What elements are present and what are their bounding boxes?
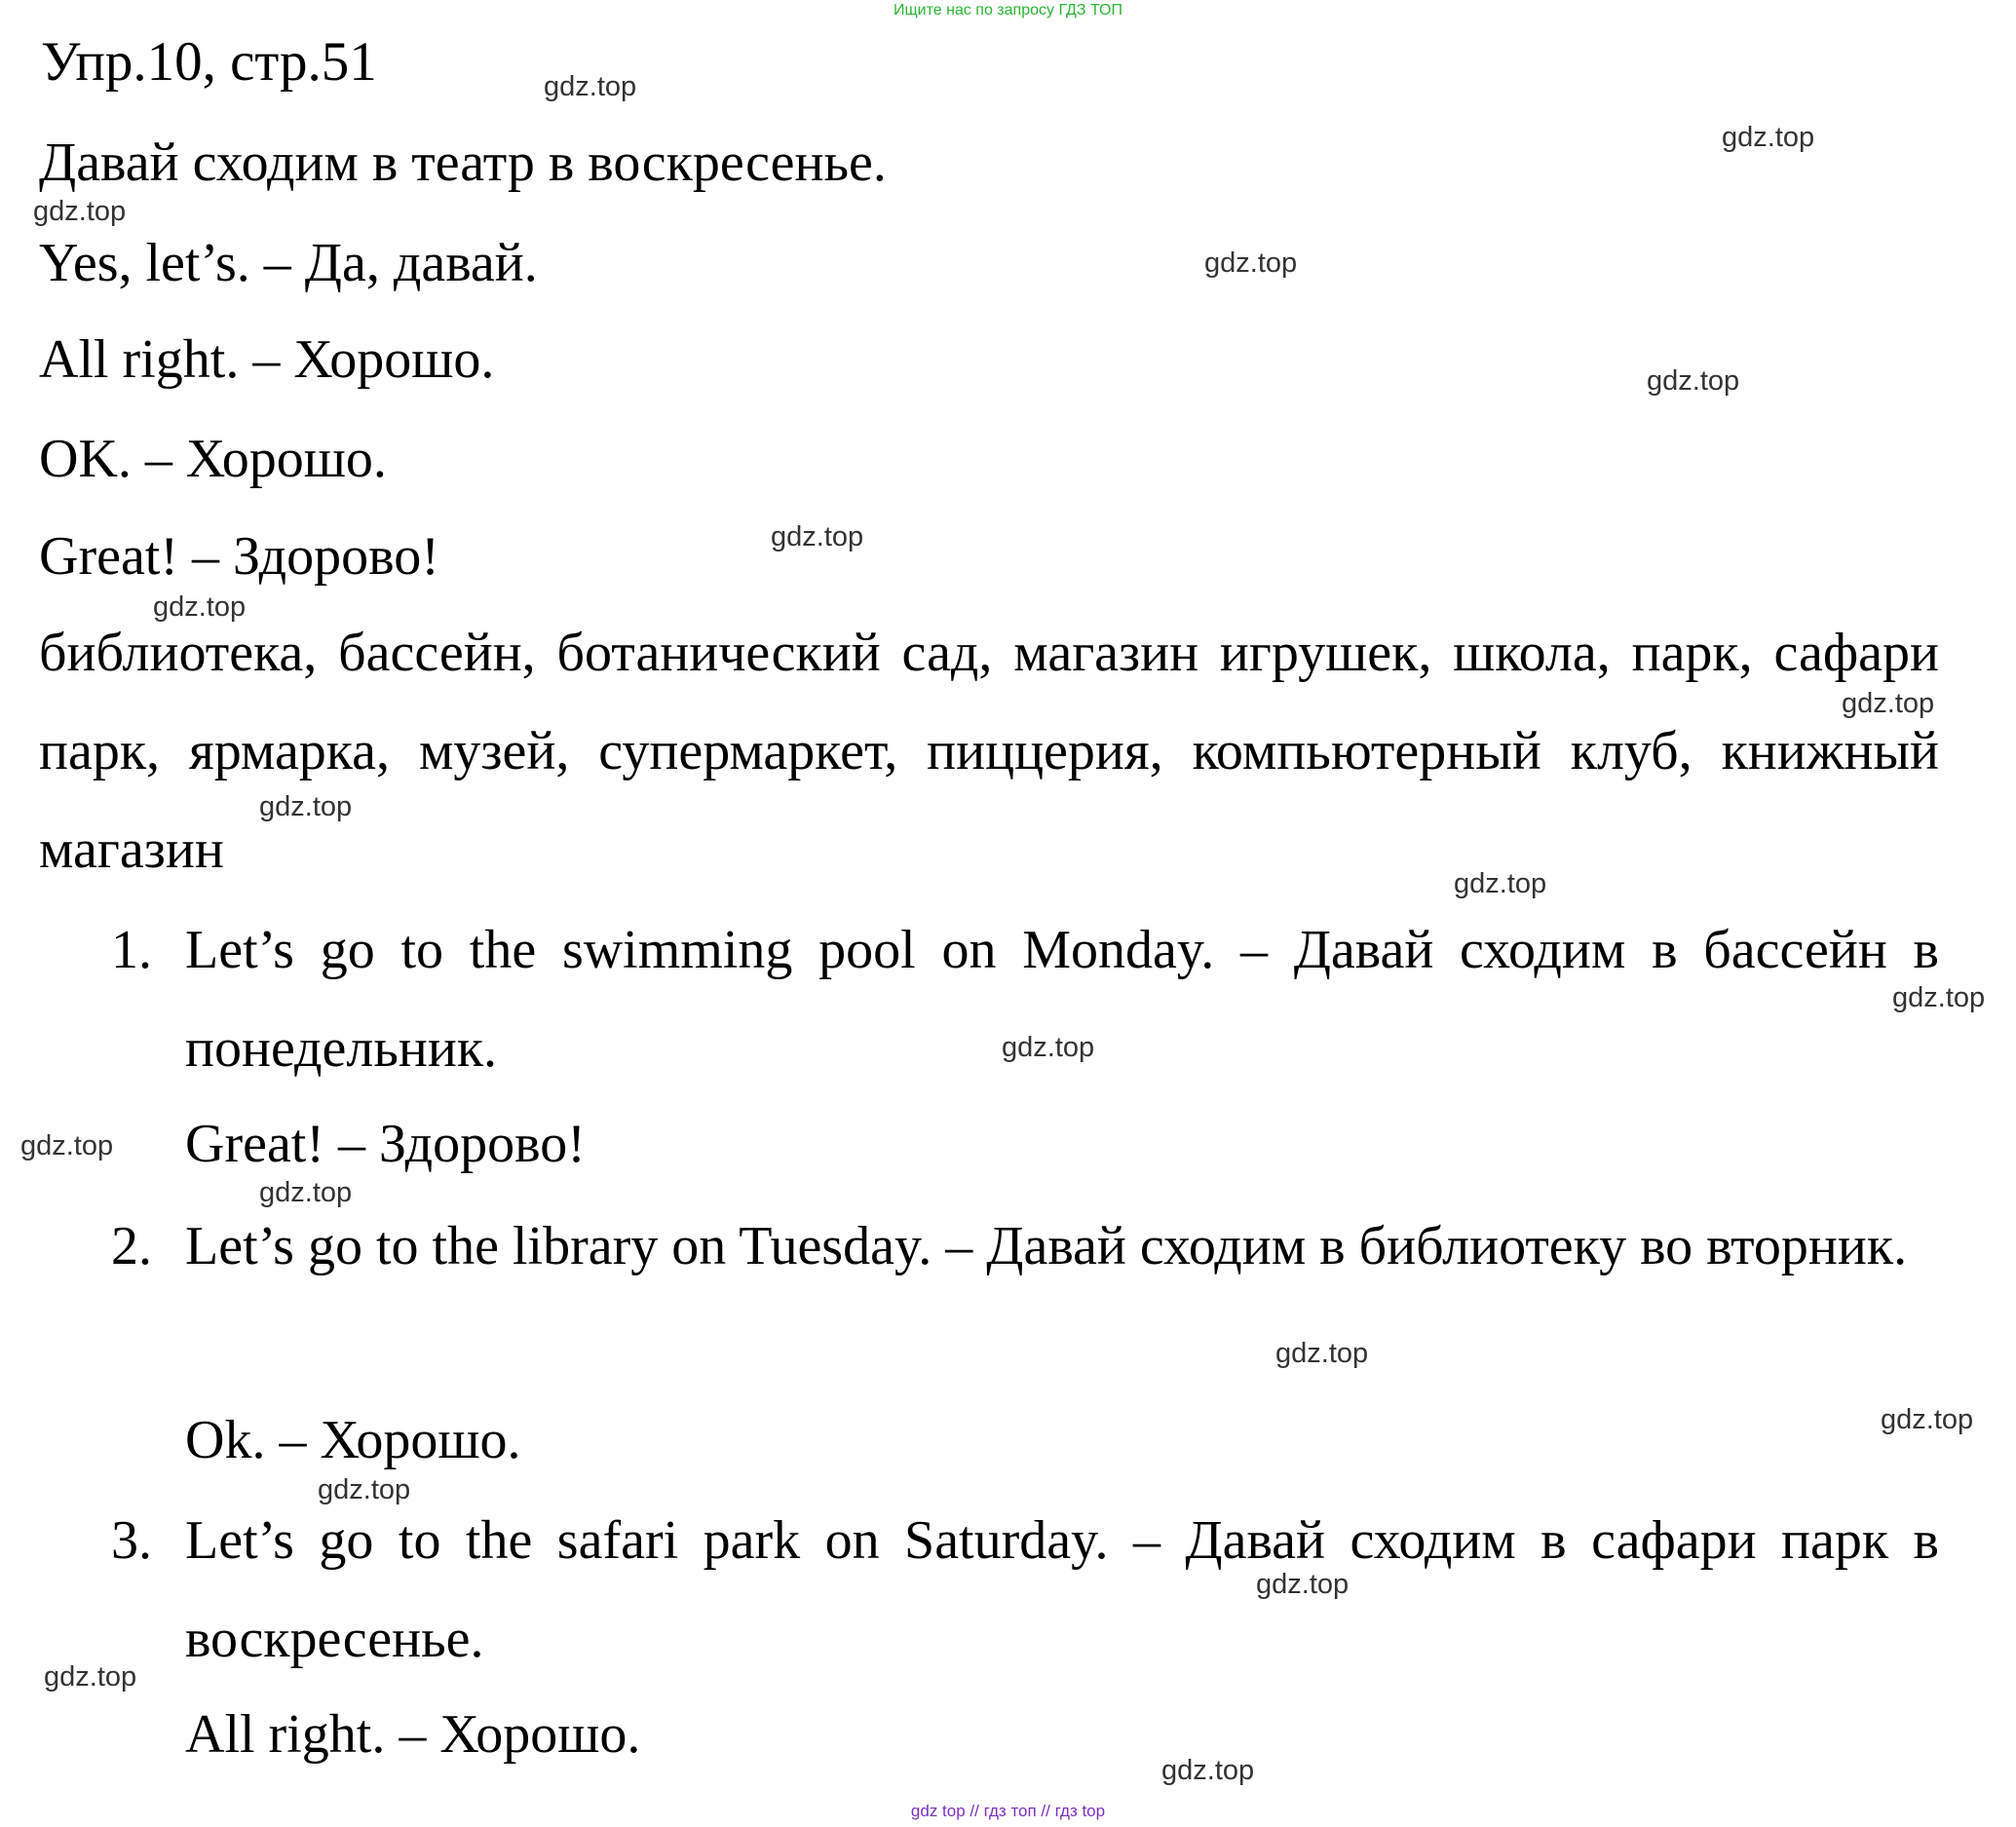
watermark-logo: gdz.top [259, 791, 353, 822]
item-text: Let’s go to the library on Tuesday. – Давай сходим в библиотеку во вторник. [185, 1216, 1908, 1276]
watermark-logo: gdz.top [1454, 868, 1547, 899]
list-item [111, 1198, 1939, 1296]
list-item [111, 1492, 1939, 1689]
watermark-logo: gdz.top [44, 1661, 137, 1693]
exercise-title: Упр.10, стр.51 [41, 31, 377, 93]
reply-line: Great! – Здорово! [39, 526, 439, 587]
search-banner: Ищите нас по запросу ГДЗ ТОП [894, 2, 1122, 19]
watermark-logo: gdz.top [20, 1130, 114, 1161]
watermark-logo: gdz.top [318, 1474, 411, 1505]
footer-links: gdz top // гдз топ // гдз top [910, 1802, 1106, 1820]
intro-line: Давай сходим в театр в воскресенье. [39, 133, 887, 193]
item-text: Let’s go to the swimming pool on Monday. – Давай сходим в бассейн в понедельник. [185, 920, 1939, 1079]
places-paragraph: библиотека, бассейн, ботанический сад, магазин игрушек, школа, парк, сафари парк, ярмарка, музей, супермаркет, пиццерия, компьютерный клуб, книжный магазин [39, 623, 1939, 880]
watermark-logo: gdz.top [1892, 982, 1986, 1013]
reply-line: OK. – Хорошо. [39, 429, 387, 489]
item-reply: Great! – Здорово! [185, 1114, 586, 1174]
watermark-logo: gdz.top [1275, 1338, 1369, 1369]
watermark-logo: gdz.top [1722, 122, 1815, 153]
watermark-logo: gdz.top [1881, 1404, 1974, 1435]
watermark-logo: gdz.top [1002, 1032, 1095, 1063]
item-number: 2. [111, 1216, 152, 1276]
reply-line: All right. – Хорошо. [39, 329, 495, 390]
watermark-logo: gdz.top [1647, 365, 1740, 397]
reply-line: Yes, let’s. – Да, давай. [39, 233, 538, 293]
item-reply: Ok. – Хорошо. [185, 1410, 521, 1470]
watermark-logo: gdz.top [1256, 1569, 1350, 1600]
item-number: 3. [111, 1510, 152, 1571]
watermark-logo: gdz.top [259, 1177, 353, 1208]
watermark-logo: gdz.top [1842, 688, 1935, 719]
watermark-logo: gdz.top [1161, 1755, 1255, 1786]
watermark-logo: gdz.top [544, 71, 637, 102]
item-text: Let’s go to the safari park on Saturday. – Давай сходим в сафари парк в воскресенье. [185, 1510, 1939, 1669]
watermark-logo: gdz.top [33, 196, 127, 227]
item-reply: All right. – Хорошо. [185, 1704, 641, 1765]
watermark-logo: gdz.top [771, 521, 864, 552]
watermark-logo: gdz.top [1204, 247, 1298, 279]
item-number: 1. [111, 920, 152, 980]
list-item [111, 901, 1939, 1098]
watermark-logo: gdz.top [153, 591, 247, 623]
